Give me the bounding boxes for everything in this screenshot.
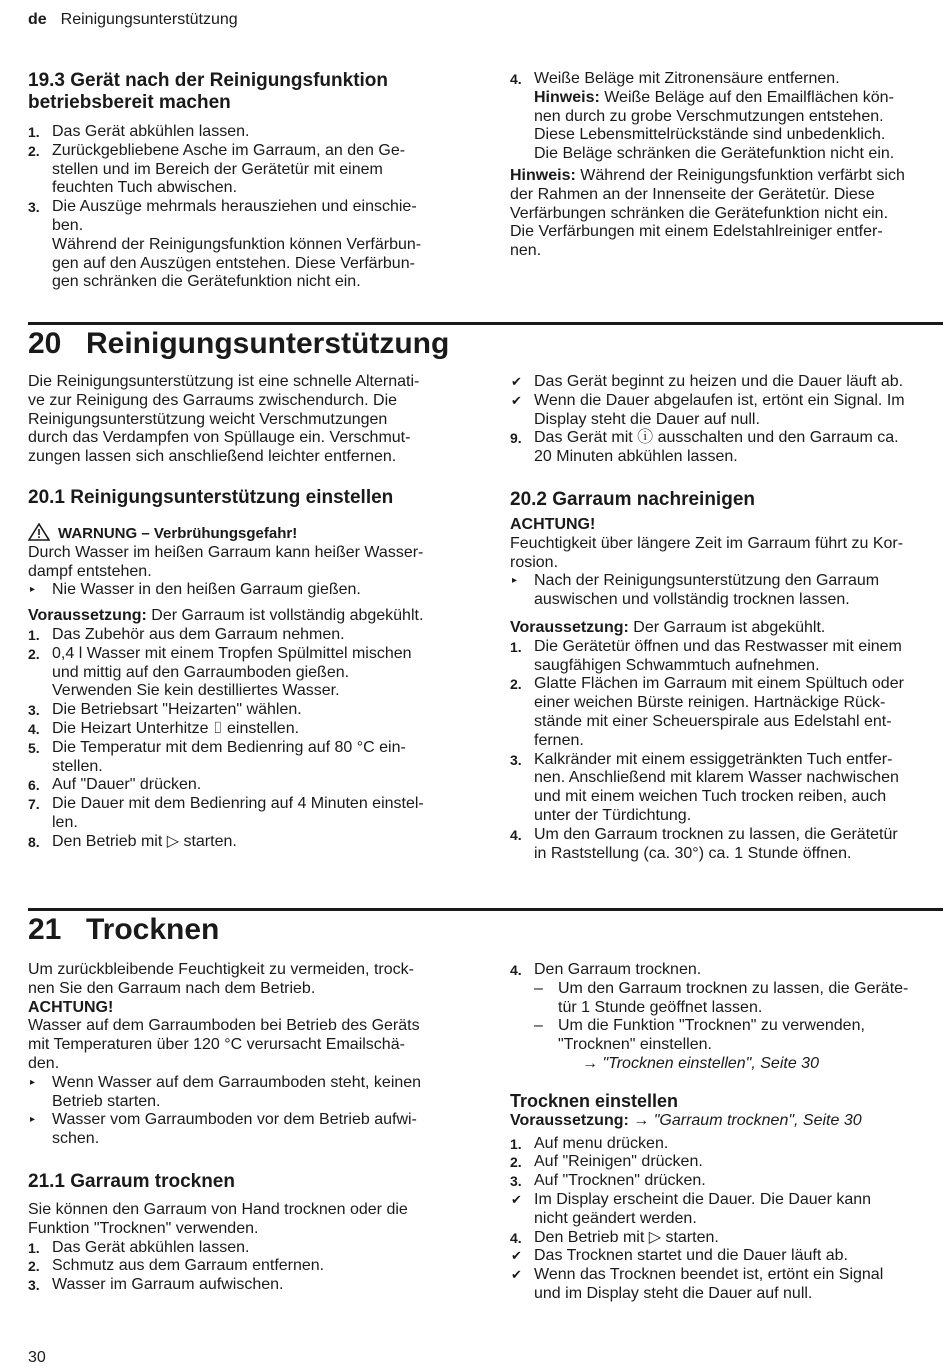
list-item xyxy=(28,123,468,142)
step-number: 1. xyxy=(28,124,40,140)
text-line: Wasser vom Garraumboden vor dem Betrieb aufwi- xyxy=(52,1111,417,1129)
text-line: Betrieb starten. xyxy=(52,1092,161,1110)
hint-text: Während der Reinigungsfunktion verfärbt sich xyxy=(575,166,905,184)
step-number: 1. xyxy=(28,1239,40,1256)
warning-text: dampf entstehen. xyxy=(28,562,152,580)
step-number: 9. xyxy=(510,430,522,447)
step-number: 6. xyxy=(28,777,40,794)
section-19-3-right xyxy=(510,70,945,261)
text-line: unter der Türdichtung. xyxy=(534,806,692,824)
text-line: Das Gerät abkühlen lassen. xyxy=(52,123,250,140)
list-item xyxy=(28,645,468,701)
step-number: 2. xyxy=(28,142,40,159)
hint-text: Diese Lebensmittelrückstände sind unbedenklich. xyxy=(534,126,886,144)
check-icon: ✔ xyxy=(511,392,522,408)
text-line: Wasser im Garraum aufwischen. xyxy=(52,1276,284,1294)
section-title: 19.3 Gerät nach der Reinigungsfunktion xyxy=(28,70,389,91)
text-line: Das Gerät mit ⓘ ausschalten und den Garraum ca. xyxy=(534,429,899,447)
text-line: Schmutz aus dem Garraum entfernen. xyxy=(52,1257,325,1275)
text-line: 0,4 l Wasser mit einem Tropfen Spülmittel mischen xyxy=(52,644,412,662)
action-text: Nie Wasser in den heißen Garraum gießen. xyxy=(52,581,361,599)
text-line: Die Auszüge mehrmals herausziehen und einschie- xyxy=(52,198,417,216)
hint-text: Weiße Beläge auf den Emailflächen kön- xyxy=(599,88,894,106)
text-line: feuchten Tuch abwischen. xyxy=(52,179,238,197)
text-line: Während der Reinigungsfunktion können Verfärbun- xyxy=(52,235,422,253)
steps-list xyxy=(510,1135,945,1304)
steps-list xyxy=(510,638,945,864)
hint-text: Verfärbungen schränken die Gerätefunktion nicht ein. xyxy=(510,204,889,222)
step-number: 3. xyxy=(28,1277,40,1294)
section-title: betriebsbereit machen xyxy=(28,92,231,113)
chapter-divider xyxy=(28,322,943,325)
text-line: gen schränken die Gerätefunktion nicht ein. xyxy=(52,273,361,291)
list-item xyxy=(510,1247,945,1266)
list-item xyxy=(510,826,945,864)
text-line: tür 1 Stunde geöffnet lassen. xyxy=(558,998,763,1016)
text-line: Im Display erscheint die Dauer. Die Dauer kann xyxy=(534,1190,872,1208)
prerequisite-text: Der Garraum ist abgekühlt. xyxy=(628,618,826,636)
step-number: 2. xyxy=(510,676,522,693)
attention-text: Wasser auf dem Garraumboden bei Betrieb des Geräts xyxy=(28,1017,420,1035)
text-line: Den Betrieb mit ▷ starten. xyxy=(534,1228,719,1246)
intro-text: Um zurückbleibende Feuchtigkeit zu vermeiden, trock- xyxy=(28,961,414,978)
chapter-name: Trocknen xyxy=(86,913,220,946)
text-line: und im Display steht die Dauer auf null. xyxy=(534,1284,813,1302)
intro-paragraph xyxy=(28,373,468,467)
step-number: 4. xyxy=(510,71,522,87)
warning-label: WARNUNG – Verbrühungsgefahr! xyxy=(58,524,298,542)
text-line: Die Heizart Unterhitze ⌷ einstellen. xyxy=(52,719,300,737)
sub-item xyxy=(534,1017,945,1055)
list-item xyxy=(510,1191,945,1229)
step-number: 3. xyxy=(510,1173,522,1190)
step-number: 5. xyxy=(28,739,40,756)
step-number: 1. xyxy=(510,1135,522,1152)
prerequisite-label: Voraussetzung: xyxy=(510,1111,629,1129)
list-item xyxy=(28,1111,468,1149)
text-line: Das Trocknen startet und die Dauer läuft ab. xyxy=(534,1247,848,1265)
text-line: Den Betrieb mit ▷ starten. xyxy=(52,832,237,850)
list-item xyxy=(28,1257,468,1276)
triangle-bullet-icon: ▸ xyxy=(30,584,36,596)
text-line: Auf menu drücken. xyxy=(534,1134,669,1152)
actions-list xyxy=(28,1074,468,1149)
text-line: Reinigungsunterstützung weicht Verschmutzungen xyxy=(28,410,388,428)
text-line: nen. Anschließend mit klarem Wasser nachwischen xyxy=(534,769,899,787)
section-title: Trocknen einstellen xyxy=(510,1090,679,1111)
text-line: durch das Verdampfen von Spüllauge ein. Verschmut- xyxy=(28,429,411,447)
step-number: 1. xyxy=(510,638,522,655)
attention-text: rosion. xyxy=(510,553,559,571)
triangle-bullet-icon: ▸ xyxy=(30,1114,36,1126)
page-number: 30 xyxy=(28,1349,46,1366)
text-line: ve zur Reinigung des Garraums zwischendurch. Die xyxy=(28,391,398,409)
check-icon: ✔ xyxy=(511,1248,522,1264)
warning-triangle-icon xyxy=(28,523,50,541)
text-line: und mittig auf den Garraumboden gießen. xyxy=(52,663,350,681)
steps-list xyxy=(28,626,468,852)
chapter-20-right xyxy=(510,373,945,863)
chapter-21-right xyxy=(510,961,945,1304)
list-item xyxy=(28,833,468,852)
prerequisite-text: Der Garraum ist vollständig abgekühlt. xyxy=(146,607,424,625)
step-text: Weiße Beläge mit Zitronensäure entfernen. xyxy=(534,70,840,87)
text-line: Display steht die Dauer auf null. xyxy=(534,410,760,428)
step-number: 4. xyxy=(510,962,522,978)
list-item xyxy=(28,701,468,720)
prerequisite-label: Voraussetzung: xyxy=(28,607,147,625)
step-number: 4. xyxy=(28,720,40,737)
text-line: "Trocknen" einstellen. xyxy=(558,1036,712,1054)
text-line: Glatte Flächen im Garraum mit einem Spültuch oder xyxy=(534,675,904,693)
hint-block xyxy=(510,89,945,164)
text-line: Das Gerät beginnt zu heizen und die Dauer läuft ab. xyxy=(534,373,904,390)
text-line: Auf "Trocknen" drücken. xyxy=(534,1172,706,1190)
step-number: 7. xyxy=(28,796,40,813)
text-line: Das Gerät abkühlen lassen. xyxy=(52,1238,250,1256)
step-number: 3. xyxy=(510,751,522,768)
section-19-3-left xyxy=(28,70,468,292)
attention-label: ACHTUNG! xyxy=(28,998,114,1016)
list-item xyxy=(28,142,468,198)
hint-text: Die Beläge schränken die Gerätefunktion nicht ein. xyxy=(534,145,895,163)
list-item xyxy=(28,1074,468,1112)
list-item xyxy=(510,70,945,89)
list-item xyxy=(510,392,945,430)
step-number: 2. xyxy=(28,1258,40,1275)
text-line: in Raststellung (ca. 30°) ca. 1 Stunde öffnen. xyxy=(534,844,852,862)
section-intro-text: Sie können den Garraum von Hand trocknen oder die xyxy=(28,1200,408,1218)
list-item xyxy=(28,626,468,645)
list-item xyxy=(510,1135,945,1154)
sub-item xyxy=(534,980,945,1018)
list-item xyxy=(510,638,945,676)
text-line: stände mit einer Scheuerspirale aus Edelstahl ent- xyxy=(534,712,892,730)
list-item xyxy=(510,1229,945,1248)
list-item xyxy=(28,720,468,739)
text-line: fernen. xyxy=(534,731,584,749)
text-line: Wenn Wasser auf dem Garraumboden steht, keinen xyxy=(52,1073,422,1091)
text-line: saugfähigen Schwammtuch aufnehmen. xyxy=(534,656,820,674)
triangle-bullet-icon: ▸ xyxy=(30,1076,36,1088)
text-line: Die Reinigungsunterstützung ist eine schnelle Alternati- xyxy=(28,373,420,390)
list-item xyxy=(510,1266,945,1304)
attention-text: den. xyxy=(28,1054,60,1072)
hint-text: Die Verfärbungen mit einem Edelstahlreiniger entfer- xyxy=(510,223,883,241)
text-line: Um den Garraum trocknen zu lassen, die Gerätetür xyxy=(534,825,898,843)
list-item xyxy=(510,1153,945,1172)
chapter-number: 21 xyxy=(28,913,62,946)
list-item xyxy=(28,1239,468,1258)
list-item xyxy=(510,675,945,750)
section-title: 21.1 Garraum trocknen xyxy=(28,1170,235,1192)
step-number: 3. xyxy=(28,199,40,216)
triangle-bullet-icon: ▸ xyxy=(512,575,518,587)
text-line: Die Betriebsart "Heizarten" wählen. xyxy=(52,701,302,719)
hint-text: nen. xyxy=(510,242,542,260)
check-icon: ✔ xyxy=(511,1191,522,1207)
list-item xyxy=(510,751,945,826)
step-text: Den Garraum trocknen. xyxy=(534,961,702,978)
step-number: 1. xyxy=(28,626,40,643)
cross-reference-link[interactable]: → "Trocknen einstellen", Seite 30 xyxy=(582,1054,819,1072)
cross-reference[interactable] xyxy=(510,1055,945,1074)
text-line: Die Dauer mit dem Bedienring auf 4 Minuten einstel- xyxy=(52,795,424,813)
list-item xyxy=(28,198,468,292)
list-item xyxy=(28,1276,468,1295)
chapter-number: 20 xyxy=(28,327,62,360)
text-line: 20 Minuten abkühlen lassen. xyxy=(534,448,738,466)
step-number: 2. xyxy=(510,1154,522,1171)
section-intro-text: Funktion "Trocknen" verwenden. xyxy=(28,1219,259,1237)
text-line: ben. xyxy=(52,216,84,234)
action-item xyxy=(28,581,468,600)
action-text: Nach der Reinigungsunterstützung den Garraum xyxy=(534,572,880,590)
attention-text: Feuchtigkeit über längere Zeit im Garraum führt zu Kor- xyxy=(510,534,904,552)
warning-heading xyxy=(28,523,468,544)
cross-reference-link[interactable]: → "Garraum trocknen", Seite 30 xyxy=(628,1111,862,1129)
section-title: 20.2 Garraum nachreinigen xyxy=(510,488,755,510)
action-item xyxy=(510,572,945,610)
hint-text: der Rahmen an der Innenseite der Gerätetür. Diese xyxy=(510,185,875,203)
text-line: Kalkränder mit einem essiggetränkten Tuch entfer- xyxy=(534,750,893,768)
attention-label: ACHTUNG! xyxy=(510,515,596,533)
list-item xyxy=(510,373,945,392)
step-number: 3. xyxy=(28,702,40,719)
text-line: Verwenden Sie kein destilliertes Wasser. xyxy=(52,682,340,700)
chapter-title xyxy=(28,912,219,948)
chapter-name: Reinigungsunterstützung xyxy=(86,327,450,360)
text-line: stellen. xyxy=(52,757,103,775)
check-icon: ✔ xyxy=(511,1267,522,1283)
text-line: Um die Funktion "Trocknen" zu verwenden, xyxy=(558,1017,865,1035)
section-title: 20.1 Reinigungsunterstützung einstellen xyxy=(28,486,394,508)
text-line: und mit einem weichen Tuch trocken reiben, auch xyxy=(534,788,887,806)
check-icon: ✔ xyxy=(511,374,522,389)
chapter-divider xyxy=(28,908,943,911)
step-number: 4. xyxy=(510,1229,522,1246)
text-line: Wenn die Dauer abgelaufen ist, ertönt ein Signal. Im xyxy=(534,391,905,409)
hint-label: Hinweis: xyxy=(510,166,576,184)
text-line: gen auf den Auszügen entstehen. Diese Verfärbun- xyxy=(52,254,415,272)
text-line: einer weichen Bürste reinigen. Hartnäckige Rück- xyxy=(534,694,886,712)
text-line: Das Zubehör aus dem Garraum nehmen. xyxy=(52,625,345,643)
hint-text: nen durch zu grobe Verschmutzungen entstehen. xyxy=(534,107,884,125)
chapter-title xyxy=(28,326,449,362)
text-line: len. xyxy=(52,813,78,831)
dash-bullet-icon: – xyxy=(534,979,543,997)
list-item xyxy=(510,961,945,980)
attention-text: mit Temperaturen über 120 °C verursacht Emailschä- xyxy=(28,1036,405,1054)
step-number: 4. xyxy=(510,826,522,843)
prerequisite-label: Voraussetzung: xyxy=(510,618,629,636)
chapter-20-left xyxy=(28,373,468,852)
step-number: 2. xyxy=(28,645,40,662)
text-line: Die Temperatur mit dem Bedienring auf 80 °C ein- xyxy=(52,738,406,756)
results-list xyxy=(510,373,945,429)
list-item xyxy=(28,776,468,795)
steps-list xyxy=(28,1239,468,1295)
list-item xyxy=(510,429,945,467)
text-line: nicht geändert werden. xyxy=(534,1209,697,1227)
list-item xyxy=(510,1172,945,1191)
list-item xyxy=(28,739,468,777)
sub-list xyxy=(510,980,945,1055)
text-line: Wenn das Trocknen beendet ist, ertönt ein Signal xyxy=(534,1266,884,1284)
list-item xyxy=(28,795,468,833)
page-header xyxy=(28,11,238,29)
header-section-title: Reinigungsunterstützung xyxy=(60,11,238,28)
text-line: stellen und im Bereich der Gerätetür mit einem xyxy=(52,160,383,178)
steps-list xyxy=(28,123,468,292)
chapter-21-left xyxy=(28,961,468,1295)
text-line: zungen lassen sich anschließend leichter entfernen. xyxy=(28,448,397,466)
warning-text: Durch Wasser im heißen Garraum kann heißer Wasser- xyxy=(28,543,424,561)
hint-label: Hinweis: xyxy=(534,88,600,106)
hint-block xyxy=(510,167,945,261)
intro-text: nen Sie den Garraum nach dem Betrieb. xyxy=(28,979,316,997)
dash-bullet-icon: – xyxy=(534,1017,543,1035)
text-line: schen. xyxy=(52,1130,100,1148)
language-code: de xyxy=(28,11,47,28)
step-number: 8. xyxy=(28,833,40,850)
text-line: Auf "Reinigen" drücken. xyxy=(534,1153,703,1171)
action-text: auswischen und vollständig trocknen lassen. xyxy=(534,591,850,609)
text-line: Die Gerätetür öffnen und das Restwasser mit einem xyxy=(534,637,902,655)
text-line: Auf "Dauer" drücken. xyxy=(52,776,202,794)
text-line: Um den Garraum trocknen zu lassen, die Geräte- xyxy=(558,979,909,997)
text-line: Zurückgebliebene Asche im Garraum, an den Ge- xyxy=(52,141,406,159)
steps-list xyxy=(510,429,945,467)
